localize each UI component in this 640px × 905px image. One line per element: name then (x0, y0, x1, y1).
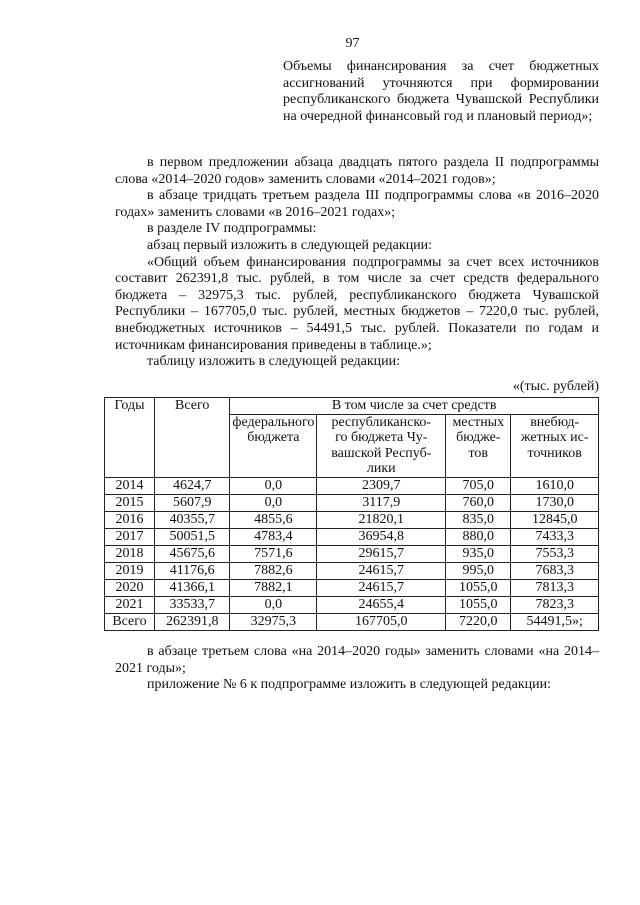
table-cell: 935,0 (446, 545, 511, 562)
table-cell: 29615,7 (317, 545, 446, 562)
table-cell: 7553,3 (511, 545, 599, 562)
table-cell: 54491,5»; (511, 613, 599, 630)
table-row (105, 494, 599, 511)
table-cell: 4855,6 (230, 511, 317, 528)
table-cell: 7220,0 (446, 613, 511, 630)
body-text (115, 155, 599, 371)
table-cell: 7571,6 (230, 545, 317, 562)
table-cell: 2015 (105, 494, 155, 511)
header-federal: федерального бюджета (230, 414, 317, 477)
table-cell: 12845,0 (511, 511, 599, 528)
table-row (105, 477, 599, 494)
paragraph: приложение № 6 к подпрограмме изложить в следующей редакции: (147, 677, 552, 693)
table-cell: 21820,1 (317, 511, 446, 528)
table-unit: «(тыс. рублей) (512, 379, 599, 394)
table-cell: 2014 (105, 477, 155, 494)
header-total: Всего (155, 398, 230, 478)
table-row (105, 562, 599, 579)
table-row (105, 511, 599, 528)
page-number: 97 (345, 36, 360, 51)
table-row (105, 579, 599, 596)
paragraph: в абзаце третьем слова «на 2014–2020 годы» заменить словами «на 2014–2021 годы»; (115, 644, 599, 676)
table-cell: 7683,3 (511, 562, 599, 579)
quote-text: Объемы финансирования за счет бюджетных ассигнований уточняются при формировании республиканского бюджета Чувашской Республики на очередной финансовый год и плановый период»; (283, 59, 599, 124)
table-cell: 45675,6 (155, 545, 230, 562)
table-cell: 880,0 (446, 528, 511, 545)
table-cell: 0,0 (230, 494, 317, 511)
table-cell: 995,0 (446, 562, 511, 579)
paragraph: «Общий объем финансирования подпрограммы за счет всех источников составит 262391,8 тыс. рублей, в том числе за счет средств федерального бюджета – 32975,3 тыс. рублей, республиканского бюджета Чувашской Республики – 167705,0 тыс. рублей, местных бюджетов – 7220,0 тыс. рублей, внебюджетных источников – 54491,5 тыс. рублей. Показатели по годам и источникам финансирования приведены в таблице.»; (115, 254, 599, 353)
paragraph: в первом предложении абзаца двадцать пятого раздела II подпрограммы слова «2014–2020 годов» заменить словами «2014–2021 годов»; (115, 155, 599, 187)
table-cell: 7433,3 (511, 528, 599, 545)
table-cell: 2020 (105, 579, 155, 596)
paragraph: таблицу изложить в следующей редакции: (147, 354, 401, 370)
table-cell: 7823,3 (511, 596, 599, 613)
table-row (105, 613, 599, 630)
table-cell: 2309,7 (317, 477, 446, 494)
table-cell: 1055,0 (446, 596, 511, 613)
after-text (115, 644, 599, 694)
table-cell: 7882,1 (230, 579, 317, 596)
table-cell: 262391,8 (155, 613, 230, 630)
table-cell: 36954,8 (317, 528, 446, 545)
table-cell: 2021 (105, 596, 155, 613)
table-cell: 4624,7 (155, 477, 230, 494)
paragraph: в разделе IV подпрограммы: (147, 221, 317, 237)
table-cell: 2016 (105, 511, 155, 528)
financing-table (104, 397, 599, 631)
table-cell: 3117,9 (317, 494, 446, 511)
table-cell: 4783,4 (230, 528, 317, 545)
table-cell: 41366,1 (155, 579, 230, 596)
table-cell: 1610,0 (511, 477, 599, 494)
table-cell: 2017 (105, 528, 155, 545)
table-cell: Всего (105, 613, 155, 630)
table-cell: 0,0 (230, 477, 317, 494)
table-cell: 705,0 (446, 477, 511, 494)
header-local: местных бюдже- тов (446, 414, 511, 477)
table-cell: 167705,0 (317, 613, 446, 630)
table-cell: 760,0 (446, 494, 511, 511)
table-row (105, 596, 599, 613)
table-cell: 32975,3 (230, 613, 317, 630)
table-row (105, 528, 599, 545)
table-cell: 41176,6 (155, 562, 230, 579)
paragraph: в абзаце тридцать третьем раздела III подпрограммы слова «в 2016–2020 годах» заменить словами «в 2016–2021 годах»; (115, 188, 599, 220)
table-cell: 24615,7 (317, 579, 446, 596)
quoted-paragraph (283, 59, 599, 125)
table-cell: 835,0 (446, 511, 511, 528)
table-cell: 1055,0 (446, 579, 511, 596)
header-years: Годы (105, 398, 155, 478)
header-extra: внебюд- жетных ис- точников (511, 414, 599, 477)
table-cell: 24615,7 (317, 562, 446, 579)
table-cell: 7813,3 (511, 579, 599, 596)
table-cell: 33533,7 (155, 596, 230, 613)
table-cell: 7882,6 (230, 562, 317, 579)
table-cell: 40355,7 (155, 511, 230, 528)
table-cell: 0,0 (230, 596, 317, 613)
table-cell: 5607,9 (155, 494, 230, 511)
table-row (105, 545, 599, 562)
table-cell: 24655,4 (317, 596, 446, 613)
table-cell: 2018 (105, 545, 155, 562)
table-cell: 2019 (105, 562, 155, 579)
table-cell: 1730,0 (511, 494, 599, 511)
table-cell: 50051,5 (155, 528, 230, 545)
paragraph: абзац первый изложить в следующей редакции: (147, 237, 433, 253)
header-group: В том числе за счет средств (230, 398, 599, 415)
header-republic: республиканско- го бюджета Чу- вашской Респуб- лики (317, 414, 446, 477)
